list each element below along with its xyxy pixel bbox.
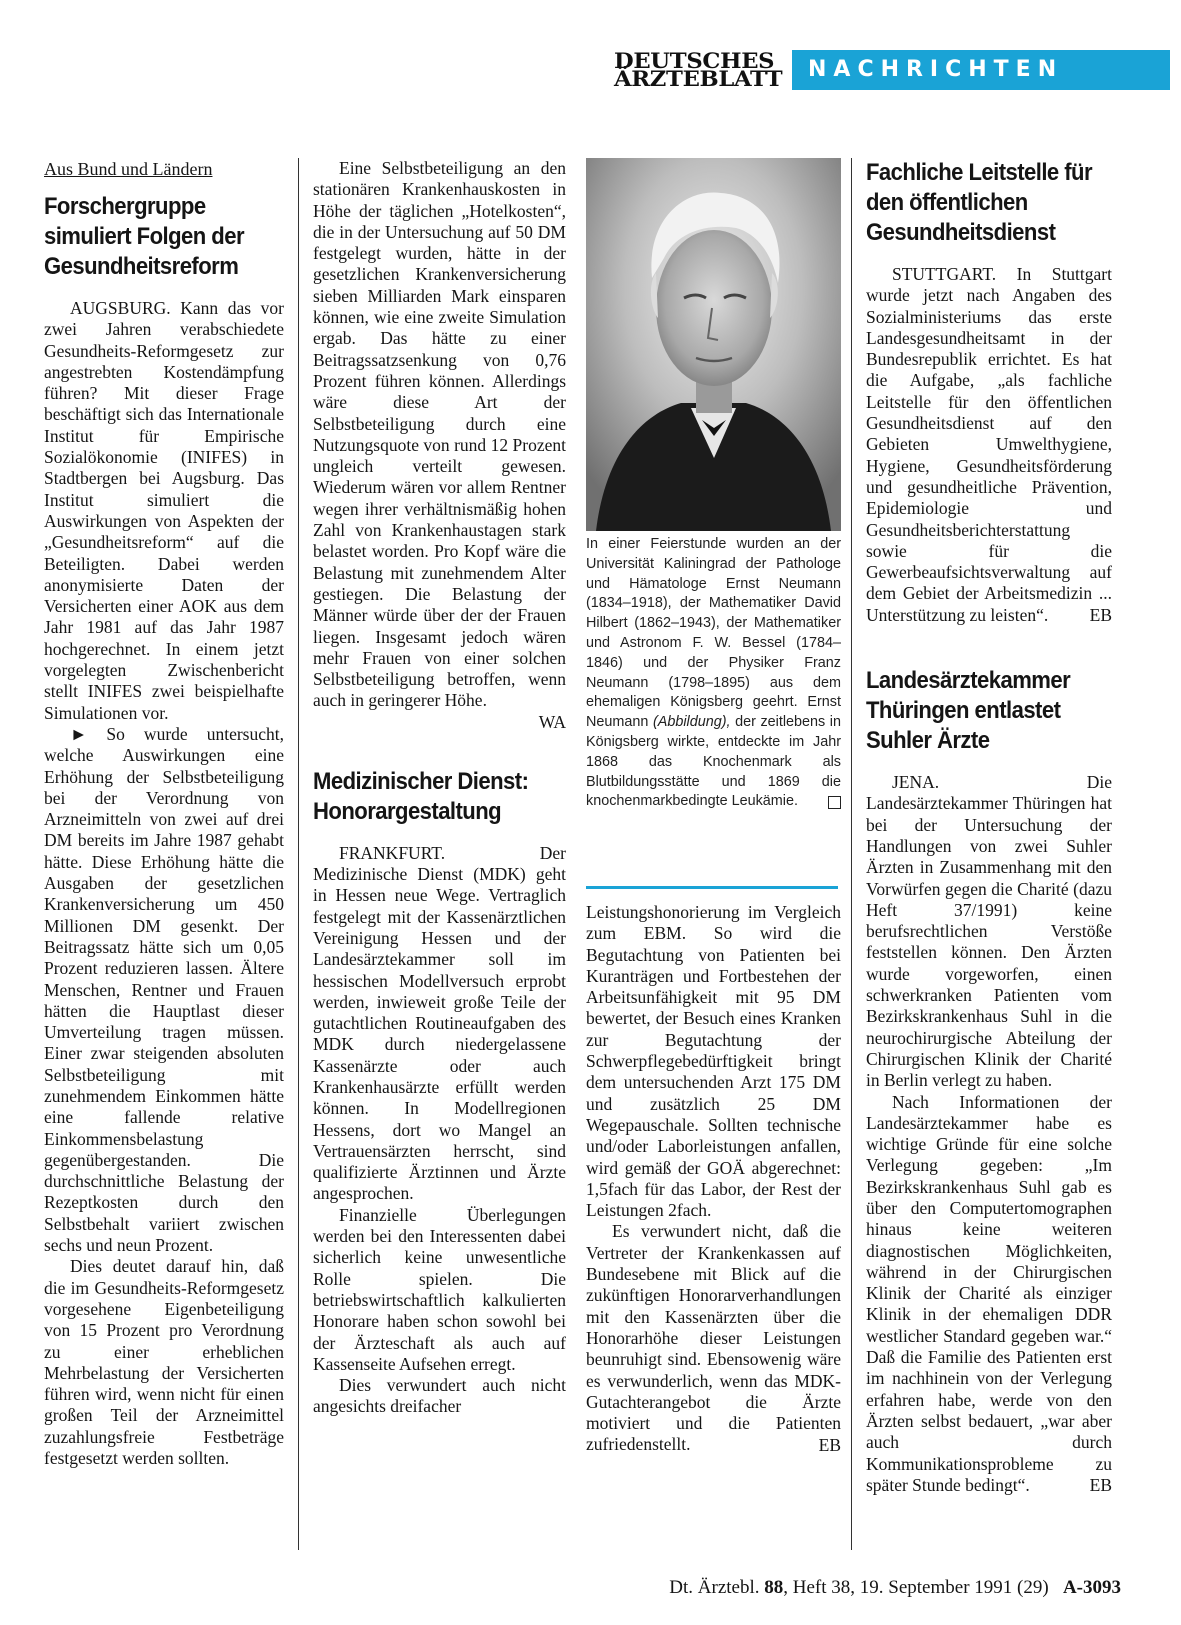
column-divider-3: [851, 158, 852, 1550]
portrait-photo: [586, 158, 841, 531]
logo-line-2: ÄRZTEBLATT: [614, 66, 783, 91]
photo-caption: [586, 535, 841, 812]
footer-page-number: A-3093: [1062, 1577, 1121, 1598]
section-kicker: Aus Bund und Ländern: [44, 159, 213, 179]
article-4-signature: EB: [1089, 1475, 1112, 1496]
column-3: [586, 902, 841, 1456]
article-4-headline: Landesärztekammer Thüringen entlastet Suhler Ärzte: [866, 667, 1071, 755]
footer-volume: 88: [764, 1577, 784, 1598]
end-box-icon: [828, 796, 841, 809]
column-divider-1: [298, 158, 299, 1550]
footer-issue: , Heft 38, 19. September 1991 (29): [783, 1577, 1049, 1598]
caption-text-2: der zeitlebens in Königsberg wirkte, entdeckte im Jahr 1868 das Knochenmark als Blutbildungsstätte und 1869 die knochenmarkbedingte Leukämie.: [586, 714, 841, 810]
article-3-signature: EB: [1089, 605, 1112, 626]
article-3-headline: Fachliche Leitstelle für den öffentlichen Gesundheitsdienst: [866, 159, 1093, 246]
footer-journal: Dt. Ärztebl.: [669, 1577, 760, 1598]
masthead: [614, 50, 1174, 96]
article-3-para-1: STUTTGART. In Stuttgart wurde jetzt nach Angaben des Sozialministeriums das erste Landesgesundheitsamt in der Bundesrepublik errichtet. Es hat die Aufgabe, „als fachliche Leitstelle für den öffentlichen Gesundheitsdienst auf den Gebieten Umwelthygiene, Hygiene, Gesundheitsförderung und gesundheitliche Prävention, Epidemiologie und Gesundheitsberichterstattung sowie für die Gewerbeaufsichtsverwaltung auf dem Gebiet der Arbeitsmedizin ... Unterstützung zu leisten“.: [866, 264, 1112, 625]
article-2-para-4: Leistungshonorierung im Vergleich zum EBM. So wird die Begutachtung von Patienten bei Kuranträgen und Fortbestehen der Arbeitsunfähigkeit mit 95 DM bewertet, der Besuch eines Kranken zur Begutachtung der Schwerpflegebedürftigkeit bringt dem untersuchenden Arzt 175 DM und zusätzlich 25 DM Wegepauschale. Sollten technische und/oder Laborleistungen anfallen, wird gemäß der GOÄ abgerechnet: 1,5fach für das Labor, der Rest der Leistungen 2fach.: [586, 902, 841, 1221]
portrait-illustration: [586, 158, 841, 531]
article-2-headline: Medizinischer Dienst: Honorargestaltung: [313, 767, 529, 825]
logo-line-1: DEUTSCHES: [614, 48, 775, 73]
article-1-para-3: Dies deutet darauf hin, daß die im Gesundheits-Reformgesetz vorgesehene Eigenbeteiligung von 15 Prozent pro Verordnung zu einer erheblichen Mehrbelastung der Versicherten führen wird, wenn nicht für einen großen Teil der Arzneimittel zuzahlungsfreie Festbeträge festgesetzt werden sollten.: [44, 1256, 284, 1469]
article-1-signature: WA: [538, 711, 566, 732]
page-footer: [669, 1577, 1121, 1599]
article-1-headline: Forschergruppe simuliert Folgen der Gesundheitsreform: [44, 193, 244, 280]
caption-text-1: In einer Feierstunde wurden an der Universität Kaliningrad der Pathologe und Hämatologe Ernst Neumann (1834–1918), der Mathematiker David Hilbert (1862–1943), der Mathematiker und Astronom F. W. Bessel (1784–1846) und der Physiker Franz Neumann (1798–1895) aus dem ehemaligen Königsberg geehrt. Ernst Neumann: [586, 536, 841, 731]
column-2: [313, 158, 566, 1418]
column-1: [44, 158, 284, 1469]
article-1-para-4: Eine Selbstbeteiligung an den stationären Krankenhauskosten in Höhe der täglichen „Hotelkosten“, die in der Untersuchung auf 50 DM festgelegt wurden, hätte in der gesetzlichen Krankenversicherung sieben Milliarden Mark einsparen können, wie eine zweite Simulation ergab. Das hätte zu einer Beitragssatzsenkung von 0,76 Prozent führen können. Allerdings wäre diese Art der Selbstbeteiligung durch eine Nutzungsquote von rund 12 Prozent ungleich verteilt gewesen. Wiederum wären vor allem Rentner wegen ihrer verhältnismäßig hohen Zahl von Krankenhaustagen stark belastet worden. Pro Kopf wäre die Belastung mit zunehmendem Alter gestiegen. Die Belastung der Männer würde über der der Frauen liegen. Insgesamt jedoch wären mehr Frauen von einer solchen Selbstbeteiligung betroffen, wenn auch in geringerer Höhe.: [313, 158, 566, 711]
article-2-para-2: Finanzielle Überlegungen werden bei den Interessenten dabei sicherlich keine unwesentliche Rolle spielen. Die betriebswirtschaftlich kalkulierten Honorare haben schon sowohl bei der Ärzteschaft als auch auf Kassenseite Aufsehen erregt.: [313, 1204, 566, 1374]
article-2-para-1: FRANKFURT. Der Medizinische Dienst (MDK) geht in Hessen neue Wege. Vertraglich festgelegt mit der Kassenärztlichen Vereinigung Hessen und der Landesärztekammer soll im hessischen Modellversuch erprobt werden, inwieweit große Teile der gutachtlichen Routineaufgaben des MDK durch niedergelassene Kassenärzte oder auch Krankenhausärzte erfüllt werden können. In Modellregionen Hessens, dort wo Mangel an Vertrauensärzten herrscht, sind qualifizierte Ärztinnen und Ärzte angesprochen.: [313, 842, 566, 1204]
column-4: [866, 158, 1112, 1496]
article-2-signature: EB: [818, 1434, 841, 1455]
journal-logo: [614, 48, 783, 91]
separator-rule: [586, 886, 838, 889]
section-label: NACHRICHTEN: [792, 50, 1170, 90]
article-4-para-2: Nach Informationen der Landesärztekammer habe es wichtige Gründe für eine solche Verlegung gegeben: „Im Bezirkskrankenhaus Suhl gab es über den Computertomographen hinaus keine weiteren diagnostischen Möglichkeiten, während in der Chirurgischen Klinik der Charité als einziger Klinik in der ehemaligen DDR westlicher Standard gegeben war.“ Daß die Familie des Patienten erst im nachhinein von der Verlegung erfahren habe, werde von den Ärzten selbst bedauert, „war aber auch durch Kommunikationsprobleme zu später Stunde bedingt“.: [866, 1091, 1112, 1495]
article-2-para-3: Dies verwundert auch nicht angesichts dreifacher: [313, 1375, 566, 1417]
article-4-para-1: JENA. Die Landesärztekammer Thüringen hat bei der Untersuchung der Handlungen von zwei Suhler Ärzten in Zusammenhang mit den Vorwürfen gegen die Charité (dazu Heft 37/1991) keine berufsrechtlichen Verstöße feststellen können. Den Ärzten wurde vorgeworfen, einen schwerkranken Patienten vom Bezirkskrankenhaus Suhl in die neurochirurgische Abteilung der Chirurgischen Klinik der Charité in Berlin verlegt zu haben.: [866, 772, 1112, 1091]
article-1-para-1: AUGSBURG. Kann das vor zwei Jahren verabschiedete Gesundheits-Reformgesetz zur angestrebten Kostendämpfung führen? Mit dieser Frage beschäftigt sich das Internationale Institut für Empirische Sozialökonomie (INIFES) in Stadtbergen bei Augsburg. Das Institut simuliert die Auswirkungen von Aspekten der „Gesundheitsreform“ auf die Beteiligten. Dabei werden anonymisierte Daten der Versicherten einer AOK aus dem Jahr 1981 auf das Jahr 1987 hochgerechnet. In einem jetzt vorgelegten Zwischenbericht stellt INIFES zwei beispielhafte Simulationen vor.: [44, 298, 284, 723]
article-1-para-2: ► So wurde untersucht, welche Auswirkungen eine Erhöhung der Selbstbeteiligung bei der Verordnung von Arzneimitteln von zwei auf drei DM bereits im Jahre 1987 gehabt hätte. Diese Erhöhung hätte die Ausgaben der gesetzlichen Krankenversicherung um 450 Millionen DM gesenkt. Der Beitragssatz hätte sich um 0,05 Prozent reduzieren lassen. Ältere Menschen, Rentner und Frauen hätten die Hauptlast dieser Umverteilung tragen müssen. Einer zwar steigenden absoluten Selbstbeteiligung mit zunehmendem Einkommen hätte eine fallende relative Einkommensbelastung gegenübergestanden. Die durchschnittliche Belastung der Rezeptkosten durch den Selbstbehalt variiert zwischen sechs und neun Prozent.: [44, 723, 284, 1256]
caption-italic: (Abbildung),: [652, 714, 731, 731]
article-2-para-5: Es verwundert nicht, daß die Vertreter der Krankenkassen auf Bundesebene mit Blick auf die zukünftigen Honorarverhandlungen mit den Kassenärzten über die Honorarhöhe dieser Leistungen beunruhigt sind. Ebensowenig wäre es verwunderlich, wenn das MDK-Gutachterangebot die Ärzte motiviert und die Patienten zufriedenstellt.: [586, 1221, 841, 1455]
